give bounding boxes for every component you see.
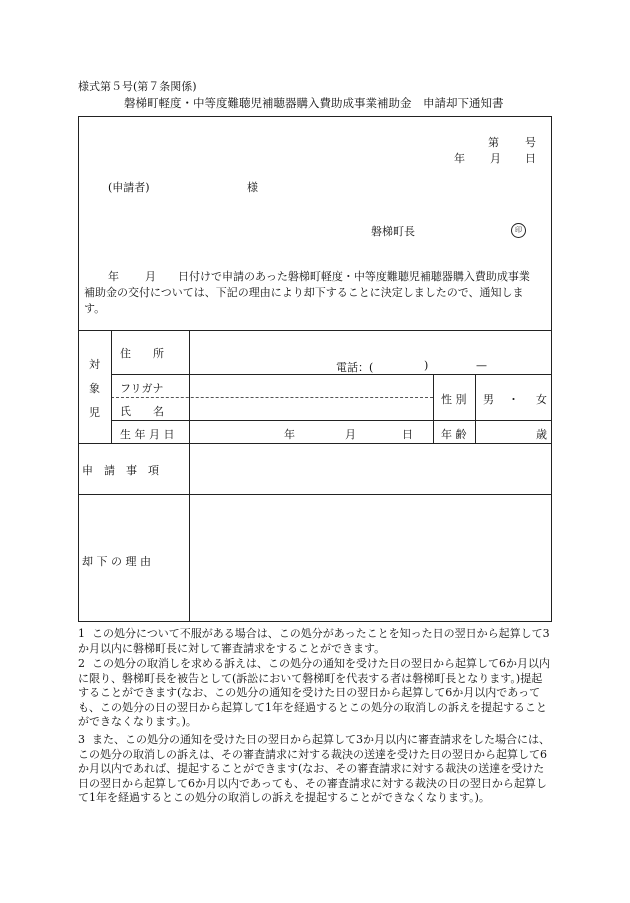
line-address-bottom [111, 374, 552, 375]
body-month: 月 [145, 270, 156, 283]
vline-sex-age-right [475, 374, 476, 443]
note-2 [78, 657, 552, 730]
note-3-number: 3 [78, 733, 85, 746]
number-gou: 号 [525, 136, 536, 149]
age-label: 年 齢 [441, 428, 467, 441]
name-label: 氏 名 [120, 405, 164, 418]
sex-label: 性 別 [441, 393, 467, 406]
date-day: 日 [525, 152, 536, 165]
vline-sex-age-left [433, 374, 434, 443]
line-name-bottom [111, 420, 552, 421]
dob-year: 年 [284, 428, 295, 441]
address-label: 住 所 [120, 347, 164, 360]
phone-close: ) [424, 359, 429, 372]
sex-separator: ・ [508, 393, 519, 406]
subject-char-2: 象 [89, 382, 100, 395]
application-label: 申 請 事 項 [82, 464, 159, 477]
furigana-label: フリガナ [120, 382, 164, 395]
body-text-line-1: 日付けで申請のあった磐梯町軽度・中等度難聴児補聴器購入費助成事業 [178, 270, 530, 283]
form-number: 様式第５号(第７条関係) [78, 80, 197, 93]
line-subject-bottom [78, 443, 552, 444]
phone-label: 電話：( [336, 361, 374, 374]
dob-day: 日 [402, 428, 413, 441]
subject-char-3: 児 [89, 406, 100, 419]
number-dai: 第 [488, 136, 499, 149]
dob-label: 生 年 月 日 [120, 428, 175, 441]
document-title: 磐梯町軽度・中等度難聴児補聴器購入費助成事業補助金 申請却下通知書 [124, 96, 504, 110]
body-year: 年 [108, 270, 119, 283]
date-year: 年 [454, 152, 465, 165]
issuer-name: 磐梯町長 [371, 225, 415, 238]
note-2-text: この処分の取消しを求める訴えは、この処分の通知を受けた日の翌日から起算して6か月以内に限り、磐梯町長を被告として(訴訟において磐梯町を代表する者は磐梯町長となります。)提起することができます(なお、この処分の通知を受けた日の翌日から起算して6か月以内であっても、この処分の日の翌日から起算して1年を経過するとこの処分の取消しの訴えを提起することができなくなります。)。 [78, 657, 550, 728]
dob-month: 月 [345, 428, 356, 441]
line-application-bottom [78, 494, 552, 495]
note-1 [78, 627, 552, 656]
table-top-line [78, 330, 552, 331]
age-unit: 歳 [536, 428, 547, 441]
note-3 [78, 733, 552, 806]
body-text-line-2: 補助金の交付については、下記の理由により却下することに決定しましたので、通知しま [84, 286, 524, 299]
note-3-text: また、この処分の通知を受けた日の翌日から起算して3か月以内に審査請求をした場合には、この処分の取消しの訴えは、その審査請求に対する裁決の送達を受けた日の翌日から起算して6か月以内であれば、提起することができます(なお、その審査請求に対する裁決の送達を受けた日の翌日から起算して6か月以内であっても、その審査請求に対する裁決の日の翌日から起算して1年を経過するとこの処分の取消しの訴えを提起することができなくなります。)。 [78, 733, 550, 804]
reason-label: 却 下 の 理 由 [82, 555, 151, 568]
phone-dash: — [476, 359, 487, 372]
body-text-line-3: す。 [84, 302, 106, 315]
date-month: 月 [490, 152, 501, 165]
applicant-label: (申請者) [108, 181, 150, 194]
note-1-text: この処分について不服がある場合は、この処分があったことを知った日の翌日から起算して3か月以内に磐梯町長に対して審査請求をすることができます。 [78, 627, 550, 655]
sex-male: 男 [483, 393, 494, 406]
subject-char-1: 対 [89, 358, 100, 371]
applicant-sama: 様 [247, 181, 258, 194]
note-2-number: 2 [78, 657, 85, 670]
sex-female: 女 [536, 393, 547, 406]
dotted-furigana-divider [111, 397, 433, 398]
vline-subject [111, 330, 112, 443]
note-1-number: 1 [78, 627, 85, 640]
vline-label-column [189, 330, 190, 621]
seal-icon: 印 [511, 223, 526, 238]
